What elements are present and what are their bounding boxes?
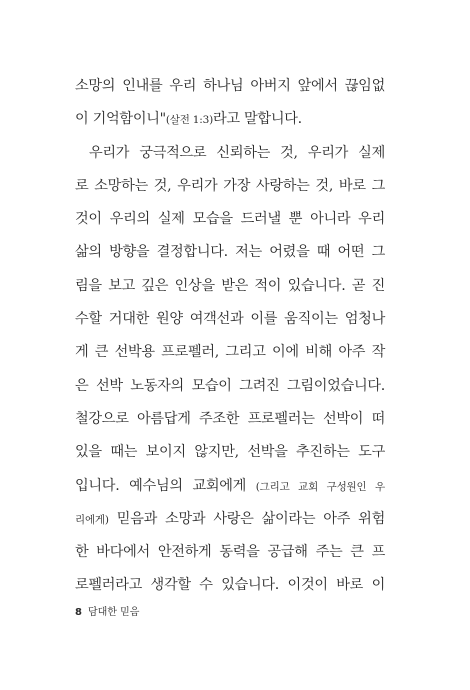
page-number: 8 [75, 607, 82, 618]
text-line-2 [75, 103, 385, 136]
text-line-4: 로 소망하는 것, 우리가 가장 사랑하는 것, 바로 그 [75, 177, 385, 194]
bible-citation: (살전 1:3) [165, 114, 213, 127]
text-line-9: 게 큰 선박용 프로펠러, 그리고 이에 비해 아주 작 [75, 344, 385, 361]
text-line-8: 수할 거대한 원양 여객선과 이를 움직이는 엄청나 [75, 311, 385, 328]
text-line-7: 림을 보고 깊은 인상을 받은 적이 있습니다. 곧 진 [75, 277, 385, 294]
text-line-10: 은 선박 노동자의 모습이 그려진 그림이었습니다. [75, 377, 385, 394]
text-line-6: 삶의 방향을 결정합니다. 저는 어렸을 때 어떤 그 [75, 244, 385, 261]
text-line-2-tail: 라고 말합니다. [213, 111, 302, 128]
text-line-14 [75, 503, 385, 536]
body-text [75, 70, 385, 603]
text-line-12: 있을 때는 보이지 않지만, 선박을 추진하는 도구 [75, 444, 385, 461]
text-line-13-main: 입니다. 예수님의 교회에게 [75, 477, 256, 494]
text-line-5: 것이 우리의 실제 모습을 드러낼 뿐 아니라 우리 [75, 211, 385, 228]
text-line-13-aside: (그리고 교회 구성원인 우 [255, 480, 385, 493]
text-line-14-main: 믿음과 소망과 사랑은 삶이라는 아주 위험 [108, 510, 385, 527]
text-line-14-aside: 리에게) [75, 513, 109, 526]
text-line-11: 철강으로 아름답게 주조한 프로펠러는 선박이 떠 [75, 410, 385, 427]
text-line-16: 로펠러라고 생각할 수 있습니다. 이것이 바로 이 [75, 577, 385, 594]
text-line-2-main: 이 기억함이니" [75, 111, 166, 128]
text-line-13 [75, 470, 385, 503]
text-line-3: 우리가 궁극적으로 신뢰하는 것, 우리가 실제 [89, 144, 385, 161]
text-line-15: 한 바다에서 안전하게 동력을 공급해 주는 큰 프 [75, 544, 385, 561]
page-footer [75, 603, 139, 618]
running-title: 담대한 믿음 [87, 607, 140, 618]
text-line-1: 소망의 인내를 우리 하나님 아버지 앞에서 끊임없 [75, 78, 385, 94]
